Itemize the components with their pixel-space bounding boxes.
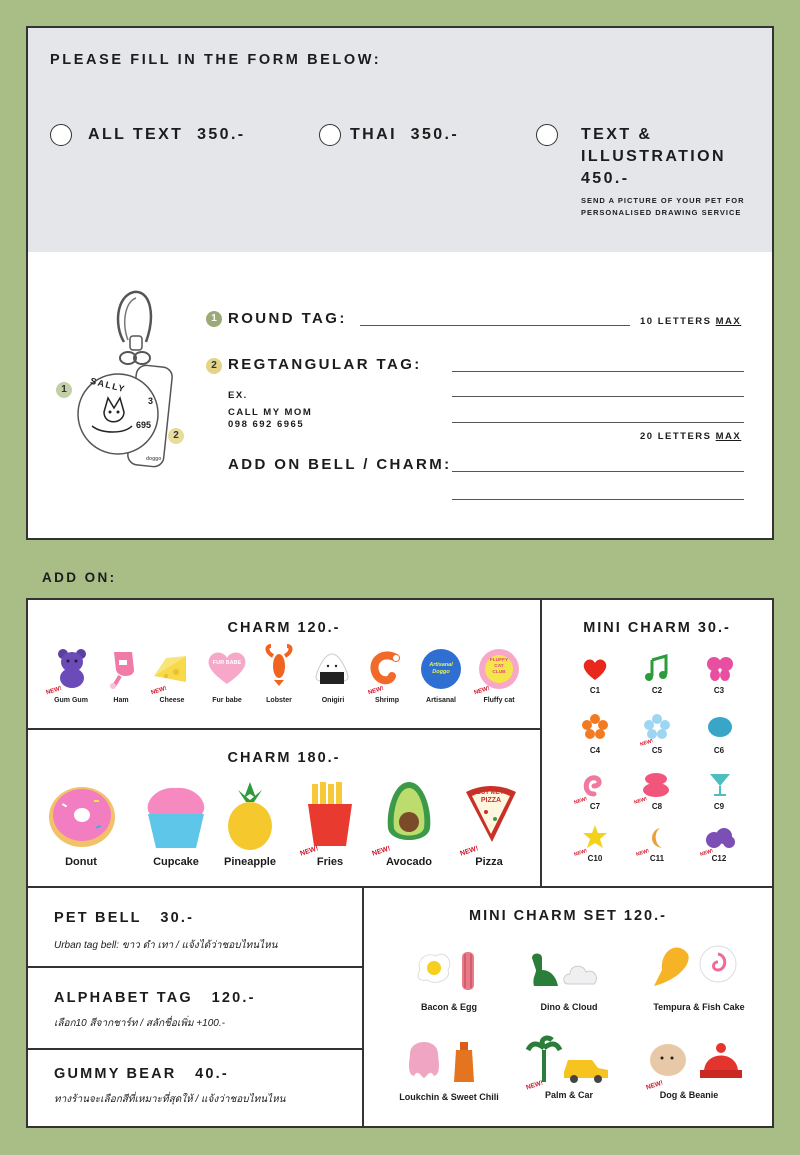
alphabet-tag-section — [26, 966, 364, 1050]
form-heading: PLEASE FILL IN THE FORM BELOW: — [50, 52, 382, 68]
mini-label-c12: C12 — [711, 854, 727, 863]
mini-charm-music-note-icon — [644, 656, 668, 682]
rect-tag-input-line-3[interactable] — [452, 422, 744, 423]
new-badge-c10: NEW! — [573, 848, 588, 858]
mini-charm-butterfly-icon — [706, 656, 734, 682]
mini-label-c4: C4 — [589, 746, 601, 755]
charm-label-donut: Donut — [65, 856, 97, 868]
round-tag-badge: 1 — [206, 311, 222, 327]
option-all-text-radio[interactable] — [50, 124, 72, 146]
mini-charm-star-icon — [582, 824, 608, 850]
bacon-egg-icon — [414, 948, 494, 992]
pineapple-icon — [224, 782, 276, 852]
charm-180-section — [26, 728, 542, 888]
cheese-icon — [152, 648, 188, 688]
new-badge-c7: NEW! — [573, 796, 588, 806]
charm-label-onigiri: Onigiri — [321, 697, 345, 704]
rect-tag-input-line-2[interactable] — [452, 396, 744, 397]
shrimp-icon — [368, 650, 404, 688]
mini-label-c1: C1 — [589, 686, 601, 695]
fur-babe-icon-text: FUR BABE — [212, 660, 242, 666]
addon-input-line-2[interactable] — [452, 499, 744, 500]
mini-charm-moon-icon — [646, 826, 668, 850]
set-label-loukchin-chili: Loukchin & Sweet Chili — [399, 1092, 499, 1102]
option-thai-label: THAI 350.- — [350, 126, 460, 143]
mini-charm-set-section — [362, 886, 774, 1128]
pet-bell-section — [26, 886, 364, 968]
mini-charm-blue-charm-icon — [706, 714, 734, 740]
mini-label-c3: C3 — [713, 686, 725, 695]
addon-line-label: ADD ON BELL / CHARM: — [228, 456, 452, 473]
new-badge-fries: NEW! — [299, 845, 320, 858]
mini-label-c11: C11 — [649, 854, 665, 863]
illustration-digits-1: 3 — [148, 396, 154, 406]
option-thai-radio[interactable] — [319, 124, 341, 146]
charm-label-pizza: Pizza — [475, 856, 503, 868]
ham-icon — [106, 648, 138, 688]
new-badge-c12: NEW! — [699, 848, 714, 858]
new-badge-cheese: NEW! — [150, 685, 168, 697]
cupcake-icon — [140, 784, 212, 850]
round-tag-label: ROUND TAG: — [228, 310, 347, 327]
charm-label-avocado: Avocado — [385, 856, 433, 868]
charm-label-gum-gum: Gum Gum — [54, 697, 88, 704]
rect-tag-example: EX. CALL MY MOM 098 692 6965 — [228, 390, 313, 430]
dino-cloud-icon — [528, 950, 608, 992]
new-badge-pizza: NEW! — [459, 845, 480, 858]
mini-charm-set-title: MINI CHARM SET 120.- — [469, 908, 667, 924]
mini-label-c2: C2 — [651, 686, 663, 695]
mini-charm-flower-orange-icon — [582, 714, 608, 740]
set-label-bacon-egg: Bacon & Egg — [420, 1002, 477, 1012]
charm-120-title: CHARM 120.- — [227, 620, 341, 636]
gum-gum-icon — [56, 648, 88, 688]
new-badge-shrimp: NEW! — [367, 685, 385, 697]
gummy-bear-section — [26, 1048, 364, 1128]
charm-label-cheese: Cheese — [159, 697, 185, 704]
rect-tag-input-line-1[interactable] — [452, 371, 744, 372]
fries-icon — [306, 782, 354, 848]
addon-input-line-1[interactable] — [452, 471, 744, 472]
lobster-icon — [264, 646, 294, 688]
illustration-pet-name: SALLY — [89, 375, 127, 395]
donut-icon — [48, 786, 116, 848]
round-tag-limit: 10 LETTERS MAX — [640, 316, 742, 327]
mini-label-c10: C10 — [587, 854, 603, 863]
new-badge-gum-gum: NEW! — [45, 685, 63, 697]
order-form-panel — [26, 26, 774, 540]
mini-label-c5: C5 — [651, 746, 663, 755]
charm-label-fluffy-cat: Fluffy cat — [483, 697, 515, 704]
mini-label-c8: C8 — [651, 802, 663, 811]
set-label-dino-cloud: Dino & Cloud — [540, 1002, 598, 1012]
fur-babe-icon — [206, 650, 248, 686]
set-label-dog-beanie: Dog & Beanie — [659, 1090, 719, 1100]
option-all-text-label: ALL TEXT 350.- — [88, 126, 246, 143]
new-badge-palm-car: NEW! — [525, 1079, 545, 1092]
dog-beanie-icon — [648, 1038, 744, 1082]
charm-label-artisanal: Artisanal — [426, 697, 456, 704]
charm-120-section — [26, 598, 542, 730]
mini-charm-cloud-icon — [704, 826, 736, 850]
charm-label-cupcake: Cupcake — [153, 856, 199, 868]
alphabet-tag-title: ALPHABET TAG 120.- — [54, 990, 256, 1006]
mini-charm-cocktail-icon — [708, 772, 732, 798]
palm-car-icon — [528, 1036, 612, 1084]
loukchin-chili-icon — [404, 1034, 492, 1084]
mini-charm-flower-blue-icon — [644, 714, 670, 740]
mini-label-c7: C7 — [589, 802, 601, 811]
round-tag-input-line[interactable] — [360, 325, 630, 326]
charm-label-pineapple: Pineapple — [224, 856, 276, 868]
fluffy-cat-icon-text: FLUFFY CAT CLUB — [489, 658, 509, 675]
charm-label-shrimp: Shrimp — [374, 697, 400, 704]
avocado-icon — [384, 780, 434, 848]
rect-tag-limit: 20 LETTERS MAX — [640, 431, 742, 442]
gummy-bear-desc: ทางร้านจะเลือกสีที่เหมาะที่สุดให้ / แจ้งว่าชอบไทนไหน — [54, 1094, 286, 1105]
mini-charm-pink-swirl-icon — [582, 770, 606, 798]
set-label-palm-car: Palm & Car — [544, 1090, 594, 1100]
artisanal-icon-text: Artisanal Doggo — [429, 662, 453, 675]
new-badge-c11: NEW! — [635, 848, 650, 858]
rect-tag-label: REGTANGULAR TAG: — [228, 356, 422, 373]
tempura-fishcake-icon — [648, 940, 744, 996]
mini-label-c9: C9 — [713, 802, 725, 811]
illustration-badge-2: 2 — [168, 428, 184, 444]
mini-label-c6: C6 — [713, 746, 725, 755]
option-illustration-radio[interactable] — [536, 124, 558, 146]
gummy-bear-title: GUMMY BEAR 40.- — [54, 1066, 229, 1082]
mini-charm-section — [540, 598, 774, 888]
new-badge-avocado: NEW! — [371, 845, 392, 858]
alphabet-tag-desc: เลือก10 สีจากชาร์ท / สลักชื่อเพิ่ม +100.- — [54, 1018, 225, 1029]
illustration-note: SEND A PICTURE OF YOUR PET FOR PERSONALISED DRAWING SERVICE — [581, 196, 745, 217]
new-badge-fluffy-cat: NEW! — [473, 685, 491, 697]
charm-label-fries: Fries — [316, 856, 344, 868]
illustration-badge-1: 1 — [56, 382, 72, 398]
charm-label-lobster: Lobster — [266, 697, 292, 704]
new-badge-c5: NEW! — [639, 738, 654, 748]
charm-label-ham: Ham — [113, 697, 129, 704]
addon-heading: ADD ON: — [42, 570, 117, 585]
mini-charm-title: MINI CHARM 30.- — [583, 620, 731, 636]
onigiri-icon — [314, 652, 350, 686]
mini-charm-heart-icon — [582, 658, 608, 682]
charm-180-title: CHARM 180.- — [227, 750, 341, 766]
new-badge-dog-beanie: NEW! — [645, 1079, 665, 1092]
option-illustration-label: TEXT & ILLUSTRATION 450.- — [581, 126, 726, 187]
illustration-brand: doggo — [146, 456, 162, 462]
pizza-icon-text: BUY ME A PIZZA — [476, 790, 506, 804]
pet-bell-desc: Urban tag bell: ขาว ดำ เทา / แจ้งได้ว่าชอบไทนไหน — [54, 940, 278, 951]
illustration-digits-2: 695 — [136, 420, 152, 430]
mini-charm-pink-stack-icon — [642, 772, 670, 798]
rect-tag-badge: 2 — [206, 358, 222, 374]
new-badge-c8: NEW! — [633, 796, 648, 806]
pet-bell-title: PET BELL 30.- — [54, 910, 195, 926]
charm-label-fur-babe: Fur babe — [212, 697, 242, 704]
set-label-tempura-fishcake: Tempura & Fish Cake — [653, 1002, 745, 1012]
